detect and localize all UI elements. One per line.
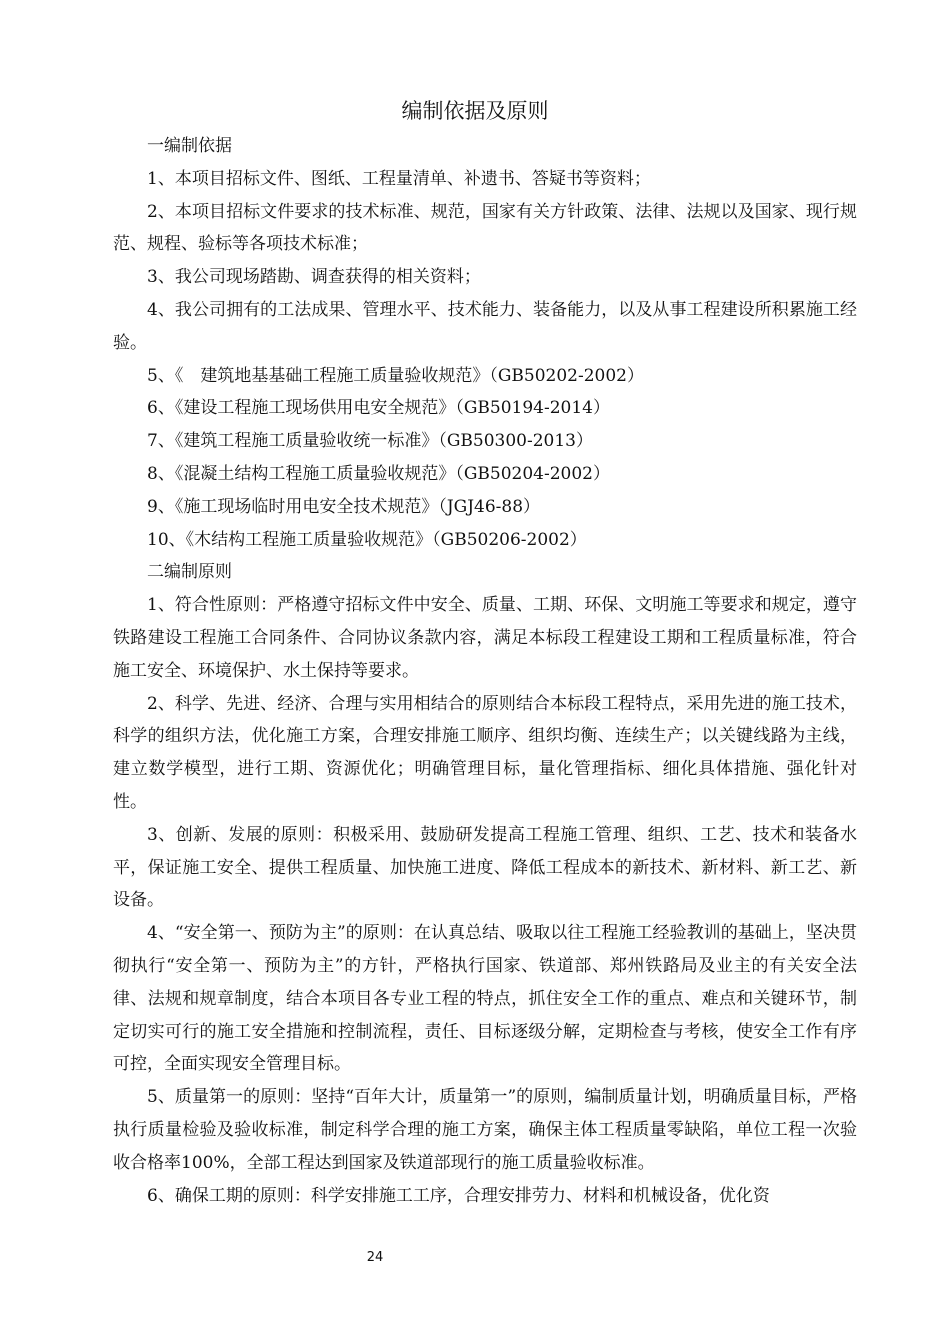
paragraph: 5、《 建筑地基基础工程施工质量验收规范》（GB50202-2002） xyxy=(147,365,644,386)
page-number: 24 xyxy=(366,1250,384,1265)
paragraph: 4、“安全第一、预防为主”的原则：在认真总结、吸取以往工程施工经验教训的基础上，坚决贯彻执行“安全第一、预防为主”的方针，严格执行国家、铁道部、郑州铁路局及业主的有关安全法律、法规和规章制度，结合本项目各专业工程的特点，抓住安全工作的重点、难点和关键环节，制定切实可行的施工安全措施和控制流程，责任、目标逐级分解，定期检查与考核，使安全工作有序可控，全面实现安全管理目标。 xyxy=(113,923,857,1075)
paragraph: 1、符合性原则：严格遵守招标文件中安全、质量、工期、环保、文明施工等要求和规定，遵守铁路建设工程施工合同条件、合同协议条款内容，满足本标段工程建设工期和工程质量标准，符合施工安全、环境保护、水土保持等要求。 xyxy=(113,595,857,681)
paragraph: 1、本项目招标文件、图纸、工程量清单、补遗书、答疑书等资料； xyxy=(147,168,651,189)
paragraph: 7、《建筑工程施工质量验收统一标准》（GB50300-2013） xyxy=(147,431,593,452)
paragraph: 5、质量第一的原则：坚持“百年大计，质量第一”的原则，编制质量计划，明确质量目标，严格执行质量检验及验收标准，制定科学合理的施工方案，确保主体工程质量零缺陷，单位工程一次验收合格率100%，全部工程达到国家及铁道部现行的施工质量验收标准。 xyxy=(113,1087,857,1173)
page-title: 编制依据及原则 xyxy=(401,99,549,123)
paragraph: 6、确保工期的原则：科学安排施工工序，合理安排劳力、材料和机械设备，优化资 xyxy=(147,1185,770,1206)
paragraph: 8、《混凝土结构工程施工质量验收规范》（GB50204-2002） xyxy=(147,463,610,484)
paragraph: 6、《建设工程施工现场供用电安全规范》（GB50194-2014） xyxy=(147,398,610,419)
document-body xyxy=(113,130,857,1212)
paragraph: 2、本项目招标文件要求的技术标准、规范，国家有关方针政策、法律、法规以及国家、现行规范、规程、验标等各项技术标准； xyxy=(113,201,857,255)
paragraph: 3、我公司现场踏勘、调查获得的相关资料； xyxy=(147,267,481,288)
paragraph: 10、《木结构工程施工质量验收规范》（GB50206-2002） xyxy=(147,529,587,550)
paragraph: 9、《施工现场临时用电安全技术规范》（JGJ46-88） xyxy=(147,496,541,517)
paragraph: 2、科学、先进、经济、合理与实用相结合的原则结合本标段工程特点，采用先进的施工技术，科学的组织方法，优化施工方案，合理安排施工顺序、组织均衡、连续生产；以关键线路为主线，建立数学模型，进行工期、资源优化；明确管理目标，量化管理指标、细化具体措施、强化针对性。 xyxy=(113,693,857,812)
paragraph: 一编制依据 xyxy=(147,136,232,156)
paragraph: 3、创新、发展的原则：积极采用、鼓励研发提高工程施工管理、组织、工艺、技术和装备水平，保证施工安全、提供工程质量、加快施工进度、降低工程成本的新技术、新材料、新工艺、新设备。 xyxy=(113,824,857,911)
paragraph: 二编制原则 xyxy=(147,562,232,583)
paragraph: 4、我公司拥有的工法成果、管理水平、技术能力、装备能力，以及从事工程建设所积累施工经验。 xyxy=(113,299,857,353)
